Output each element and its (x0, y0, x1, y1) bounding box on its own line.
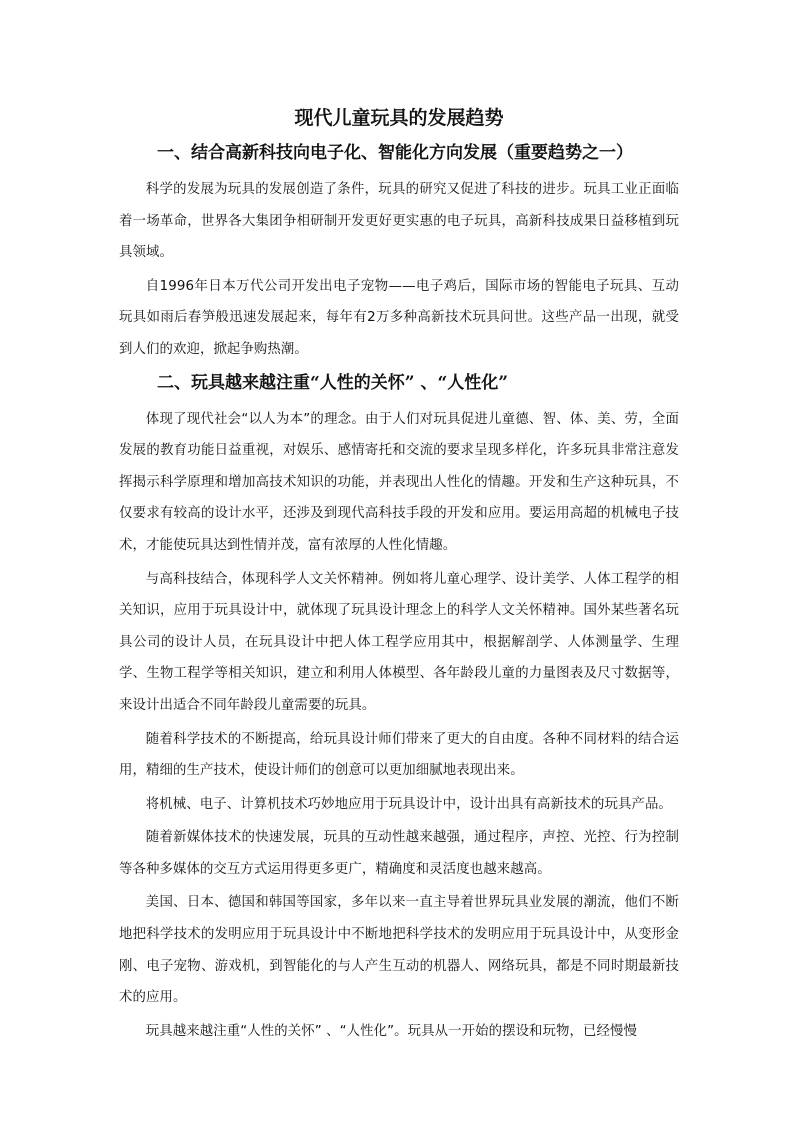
document-page (119, 104, 679, 1049)
section-1-heading: 一、结合高新科技向电子化、智能化方向发展（重要趋势之一） (157, 143, 633, 163)
section-2-paragraph-6: 美国、日本、德国和韩国等国家，多年以来一直主导着世界玩具业发展的潮流，他们不断地把科学技术的发明应用于玩具设计中不断地把科学技术的发明应用于玩具设计中，从变形金刚、电子宠物、游戏机，到智能化的与人产生互动的机器人、网络玩具，都是不同时期最新技术的应用。 (119, 895, 679, 1006)
document-title: 现代儿童玩具的发展趋势 (294, 107, 504, 129)
section-2-paragraph-7: 玩具越来越注重“人性的关怀” 、“人性化”。玩具从一开始的摆设和玩物，已经慢慢 (145, 1023, 637, 1039)
section-1-paragraph-2: 自1996年日本万代公司开发出电子宠物——电子鸡后，国际市场的智能电子玩具、互动玩具如雨后春笋般迅速发展起来，每年有2万多种高新技术玩具问世。这些产品一出现，就受到人们的欢迎，掀起争购热潮。 (119, 278, 679, 357)
section-2-paragraph-3: 随着科学技术的不断提高，给玩具设计师们带来了更大的自由度。各种不同材料的结合运用，精细的生产技术，使设计师们的创意可以更加细腻地表现出来。 (119, 731, 679, 779)
section-1-paragraph-1: 科学的发展为玩具的发展创造了条件，玩具的研究又促进了科技的进步。玩具工业正面临着一场革命，世界各大集团争相研制开发更好更实惠的电子玩具，高新科技成果日益移植到玩具领域。 (119, 182, 679, 261)
section-2-paragraph-5: 随着新媒体技术的快速发展，玩具的互动性越来越强，通过程序，声控、光控、行为控制等各种多媒体的交互方式运用得更多更广，精确度和灵活度也越来越高。 (119, 830, 679, 877)
section-2-paragraph-2: 与高科技结合，体现科学人文关怀精神。例如将儿童心理学、设计美学、人体工程学的相关知识，应用于玩具设计中，就体现了玩具设计理念上的科学人文关怀精神。国外某些著名玩具公司的设计人员，在玩具设计中把人体工程学应用其中，根据解剖学、人体测量学、生理学、生物工程学等相关知识，建立和利用人体模型、各年龄段儿童的力量图表及尺寸数据等，来设计出适合不同年龄段儿童需要的玩具。 (119, 571, 679, 713)
section-2-heading: 二、玩具越来越注重“人性的关怀” 、“人性化” (157, 372, 509, 393)
section-2-paragraph-4: 将机械、电子、计算机技术巧妙地应用于玩具设计中，设计出具有高新技术的玩具产品。 (145, 796, 672, 812)
section-2-paragraph-1: 体现了现代社会“以人为本”的理念。由于人们对玩具促进儿童德、智、体、美、劳，全面发展的教育功能日益重视，对娱乐、感情寄托和交流的要求呈现多样化，许多玩具非常注意发挥揭示科学原理和增加高技术知识的功能，并表现出人性化的情趣。开发和生产这种玩具，不仅要求有较高的设计水平，还涉及到现代高科技手段的开发和应用。要运用高超的机械电子技术，才能使玩具达到性情并茂，富有浓厚的人性化情趣。 (119, 411, 679, 553)
